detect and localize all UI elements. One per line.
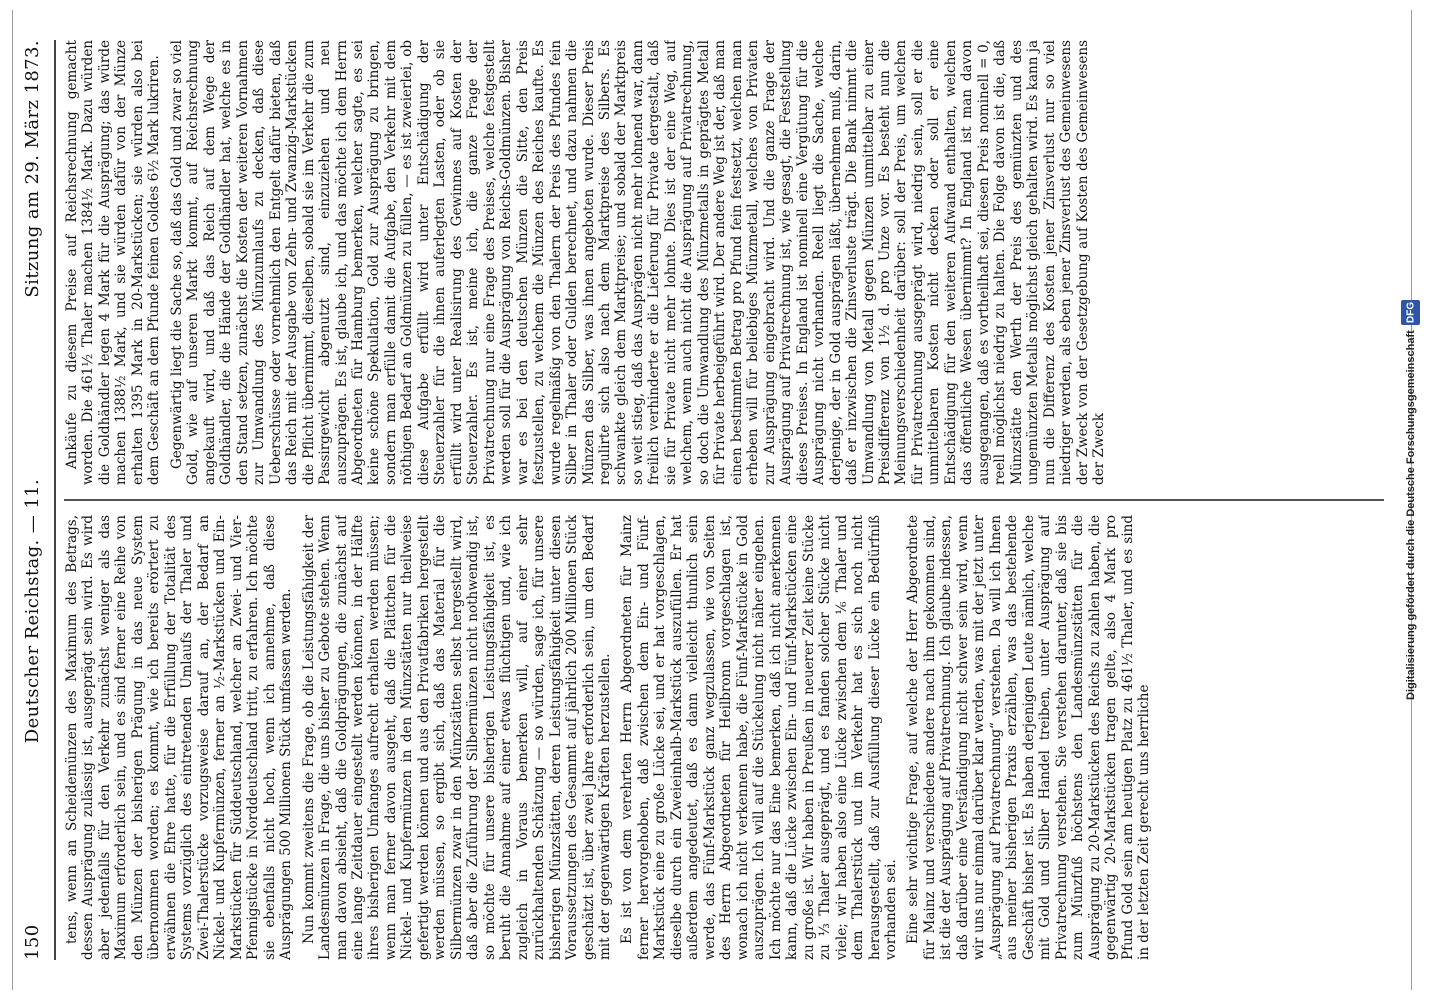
dfg-badge: DFG [1402, 300, 1421, 325]
page-header [18, 40, 46, 960]
left-paragraph: tens, wenn an Scheidemünzen des Maximum des Betrags, dessen Ausprägung zulässig ist, ausgeprägt sein wird. Es wird aber jedenfalls für den Verkehr zunächst weniger als das Maximum erforderlich sein, und es sind ferner eine Reihe von den Münzen der bisherigen Prägung in das neue System übernommen worden; es kommt, wie ich bereits erörtert zu erwähnen die Ehre hatte, für die Erfüllung der Totalität des Systems vorzüglich des eintretenden Umlaufs der Thaler und Zwei-Thalerstücke vorzugsweise darauf an, der Bedarf an Nickel- und Kupfermünzen, ferner an ½-Markstücken und Ein-Markstücken für Süddeutschland, welcher an Zwei- und Vier-Pfennigstücke in Norddeutschland tritt, zu erfahren. Ich möchte sie ebenfalls nicht hoch, wenn ich annehme, daß diese Ausprägungen 500 Millionen Stück umfassen werden. [64, 515, 295, 960]
left-paragraph: Es ist von dem verehrten Herrn Abgeordneten für Mainz ferner hervorgehoben, daß zwischen dem Ein- und Fünf-Markstück eine zu große Lücke sei, und er hat vorgeschlagen, dieselbe durch ein Zweieinhalb-Markstück auszufüllen. Er hat außerdem angedeutet, daß es dann vielleicht thunlich sein werde, das Fünf-Markstück ganz wegzulassen, wie von Seiten des Herrn Abgeordneten für Heilbronn vorgeschlagen ist, wonach ich nicht verkennen habe, die Fünf-Markstücke in Gold auszuprägen. Ich will auf die Stückelung nicht näher eingehen. Ich möchte nur das Eine bemerken, daß ich nicht anerkennen kann, daß die Lücke zwischen Ein- und Fünf-Markstücken eine zu große ist. Wir haben in Preußen in neuerer Zeit keine Stücke zu ⅓ Thaler ausgeprägt, und es fanden solcher Stücke nicht viele; wir haben also eine Lücke zwischen dem ⅙ Thaler und dem Thalerstück und im Verkehr hat es sich noch nicht herausgestellt, daß zur Ausfüllung dieser Lücke ein Bedürfniß vorhanden sei. [619, 515, 899, 960]
dfg-side-note [1402, 30, 1420, 970]
right-paragraph: Gegenwärtig liegt die Sache so, daß das Gold und zwar so viel Gold, wie auf unseren Markt kommt, auf Reichsrechnung angekauft wird, und daß das Reich auf dem Wege der Goldhändler, die die Hände der Goldhändler hat, welche es in den Stand setzen, zunächst die Kosten der weiteren Vornahmen zur Umwandlung des Münzumlaufs zu decken, daß diese Ueberschüsse oder vornehmlich den Entgelt dafür bieten, daß das Reich mit der Ausgabe von Zehn- und Zwanzig-Markstücken die Pflicht übernimmt, dieselben, sobald sie im Verkehr die zum Passirgewicht abgenutzt sind, einzuziehen und neu auszuprägen. Es ist, glaube ich, und das möchte ich dem Herrn Abgeordneten für Hamburg bemerken, welcher sagte, es sei keine schöne Spekulation, Gold zur Ausprägung zu bringen, sondern man erfülle damit die Aufgabe, den Verkehr mit dem nöthigen Bedarf an Goldmünzen zu füllen, — es ist zweierlei, ob diese Aufgabe erfüllt wird unter Entschädigung der Steuerzahler für die ihnen auferlegten Lasten, oder ob sie erfüllt wird unter Realisirung des Gewinnes auf Kosten der Steuerzahler. Es ist, meine ich, die ganze Frage der Privatrechnung nur eine Frage des Preises, welche festgestellt werden soll für die Ausprägung von Reichs-Goldmünzen. Bisher war es bei den deutschen Münzen die Sitte, den Preis festzustellen, zu welchem die Münzen des Reiches kaufte. Es wurde regelmäßig von den Thalern der Preis des Pfundes fein Silber in Thaler oder Gulden berechnet, und dazu nahmen die Münzen das Silber, was ihnen angeboten wurde. Dieser Preis regulirte sich also nach dem Marktpreise des Silbers. Es schwankte gleich dem Marktpreise; und sobald der Marktpreis so weit stieg, daß das Ausprägen nicht mehr lohnend war, dann freilich verhinderte er die Lieferung für Private dergestalt, daß sie für Private nicht mehr lohnte. Dies ist der eine Weg, auf welchem, wenn auch nicht die Ausprägung auf Privatrechnung, so doch die Umwandlung des Münzmetalls in geprägtes Metall für Private herbeigeführt wird. Der andere Weg ist der, daß man einen bestimmten Betrag pro Pfund fein festsetzt, welchen man erheben will für beliebiges Münzmetall, welches von Privaten zur Ausprägung eingebracht wird. Und die ganze Frage der Ausprägung auf Privatrechnung ist, wie gesagt, die Feststellung dieses Preises. In England ist nominell eine Vergütung für die Ausprägung nicht vorhanden. Reell liegt die Sache, welche derjenige, der in Gold ausprägen läßt, übernehmen muß, darin, daß er inzwischen die Zinsverluste trägt. Die Bank nimmt die Umwandlung von Metall gegen Münzen unmittelbar zu einer Preisdifferenz von 1½ d. pro Unze vor. Es besteht nun die Meinungsverschiedenheit darüber: soll der Preis, um welchen für Privatrechnung ausgeprägt wird, niedrig sein, soll er die unmittelbaren Kosten nicht decken oder soll er eine Entschädigung für den weiteren Aufwand enthalten, welchen das öffentliche Wesen übernimmt? In England ist man davon ausgegangen, daß es vortheilhaft sei, diesen Preis nominell = 0, reell möglichst niedrig zu halten. Die Folge davon ist die, daß Münzstätte den Werth der Preis des gemünzten und des ungemünzten Metalls möglichst gleich gehalten wird. Es kann ja nun die Differenz des Kosten jener Zinsverlust nur so viel niedriger werden, als eben jener Zinsverlust des Gemeinwesens der Zweck von der Gesetzgebung auf Kosten des Gemeinwesens der Zweck [168, 40, 1108, 485]
left-paragraph: Nun kommt zweitens die Frage, ob die Leistungsfähigkeit der Landesmünzen in Frage, die uns bisher zu Gebote stehen. Wenn man davon absieht, daß die Goldprägungen, die zunächst auf eine lange Zeitdauer eingestellt werden können, in der Hälfte ihres bisherigen Umfanges aufrecht erhalten werden müssen; wenn man ferner davon ausgeht, daß die Plättchen für die Nickel- und Kupfermünzen in den Münzstätten nur theilweise gefertigt werden können und aus den Privatfabriken hergestellt werden müssen, so ergibt sich, daß das Material für die Silbermünzen zwar in den Münzstätten selbst hergestellt wird, daß aber die Zuführung der Silbermünzen nicht nothwendig ist, so möchte für unsere bisherigen Leistungsfähigkeit ist, es beruht die Annahme auf einer etwas flüchtigen und, wie ich zugleich in Voraus bemerken will, auf einer sehr zurückhaltenden Schätzung — so würden, sage ich, für unsere bisherigen Münzstätten, deren Leistungsfähigkeit unter diesen Voraussetzungen des Gesammt auf jährlich 200 Millionen Stück geschätzt ist, über zwei Jahre erforderlich sein, um den Bedarf mit der gegenwärtigen Kräften herzustellen. [300, 515, 613, 960]
page-number: 150 [21, 924, 43, 960]
right-column [64, 40, 1384, 485]
dfg-side-text: Digitalisierung gefördert durch die Deutsche Forschungsgemeinschaft [1405, 330, 1417, 701]
left-column [64, 515, 1384, 960]
column-separator [64, 499, 1384, 501]
running-title: Deutscher Reichstag. — 11. [21, 478, 43, 744]
left-paragraph: Eine sehr wichtige Frage, auf welche der Herr Abgeordnete für Mainz und verschiedene andere nach ihm gekommen sind, ist die der Ausprägung auf Privatrechnung. Ich glaube indessen, daß darüber eine Verständigung nicht schwer sein wird, wenn wir uns nur einmal darüber klar werden, was mit der jetzt unter „Ausprägung auf Privatrechnung“ verstehen. Da will ich Ihnen aus meiner bisherigen Praxis erzählen, was das bestehende Geschäft bisher ist. Es haben derjenigen Leute nämlich, welche mit Gold und Silber Handel treiben, unter Ausprägung auf Privatrechnung verstehen. Sie verstehen darunter, daß sie bis zum Münzfuß höchstens den Landesmünzstätten für die Ausprägung zu 20-Markstücken des Reichs zu zahlen haben, die gegenwärtig 20-Markstücken tragen gelte, also 4 Mark pro Pfund Gold sein am heutigen Platz zu 461½ Thaler, und es sind in der letzten Zeit gerecht uns herrliche [905, 515, 1152, 960]
right-paragraph: Ankäufe zu diesem Preise auf Reichsrechnung gemacht worden. Die 461½ Thaler machen 1384½ Mark. Dazu würden die Goldhändler legen 4 Mark für die Ausprägung; das würde machen 1388½ Mark, und sie würden dafür von der Münze erhalten 1395 Mark in 20-Markstücken; sie würden also bei dem Geschäft an dem Pfunde feinen Goldes 6½ Mark lukriren. [64, 40, 163, 485]
session-title: Sitzung am 29. März 1873. [21, 40, 43, 298]
text-columns [64, 40, 1384, 960]
header-rule [54, 40, 56, 960]
